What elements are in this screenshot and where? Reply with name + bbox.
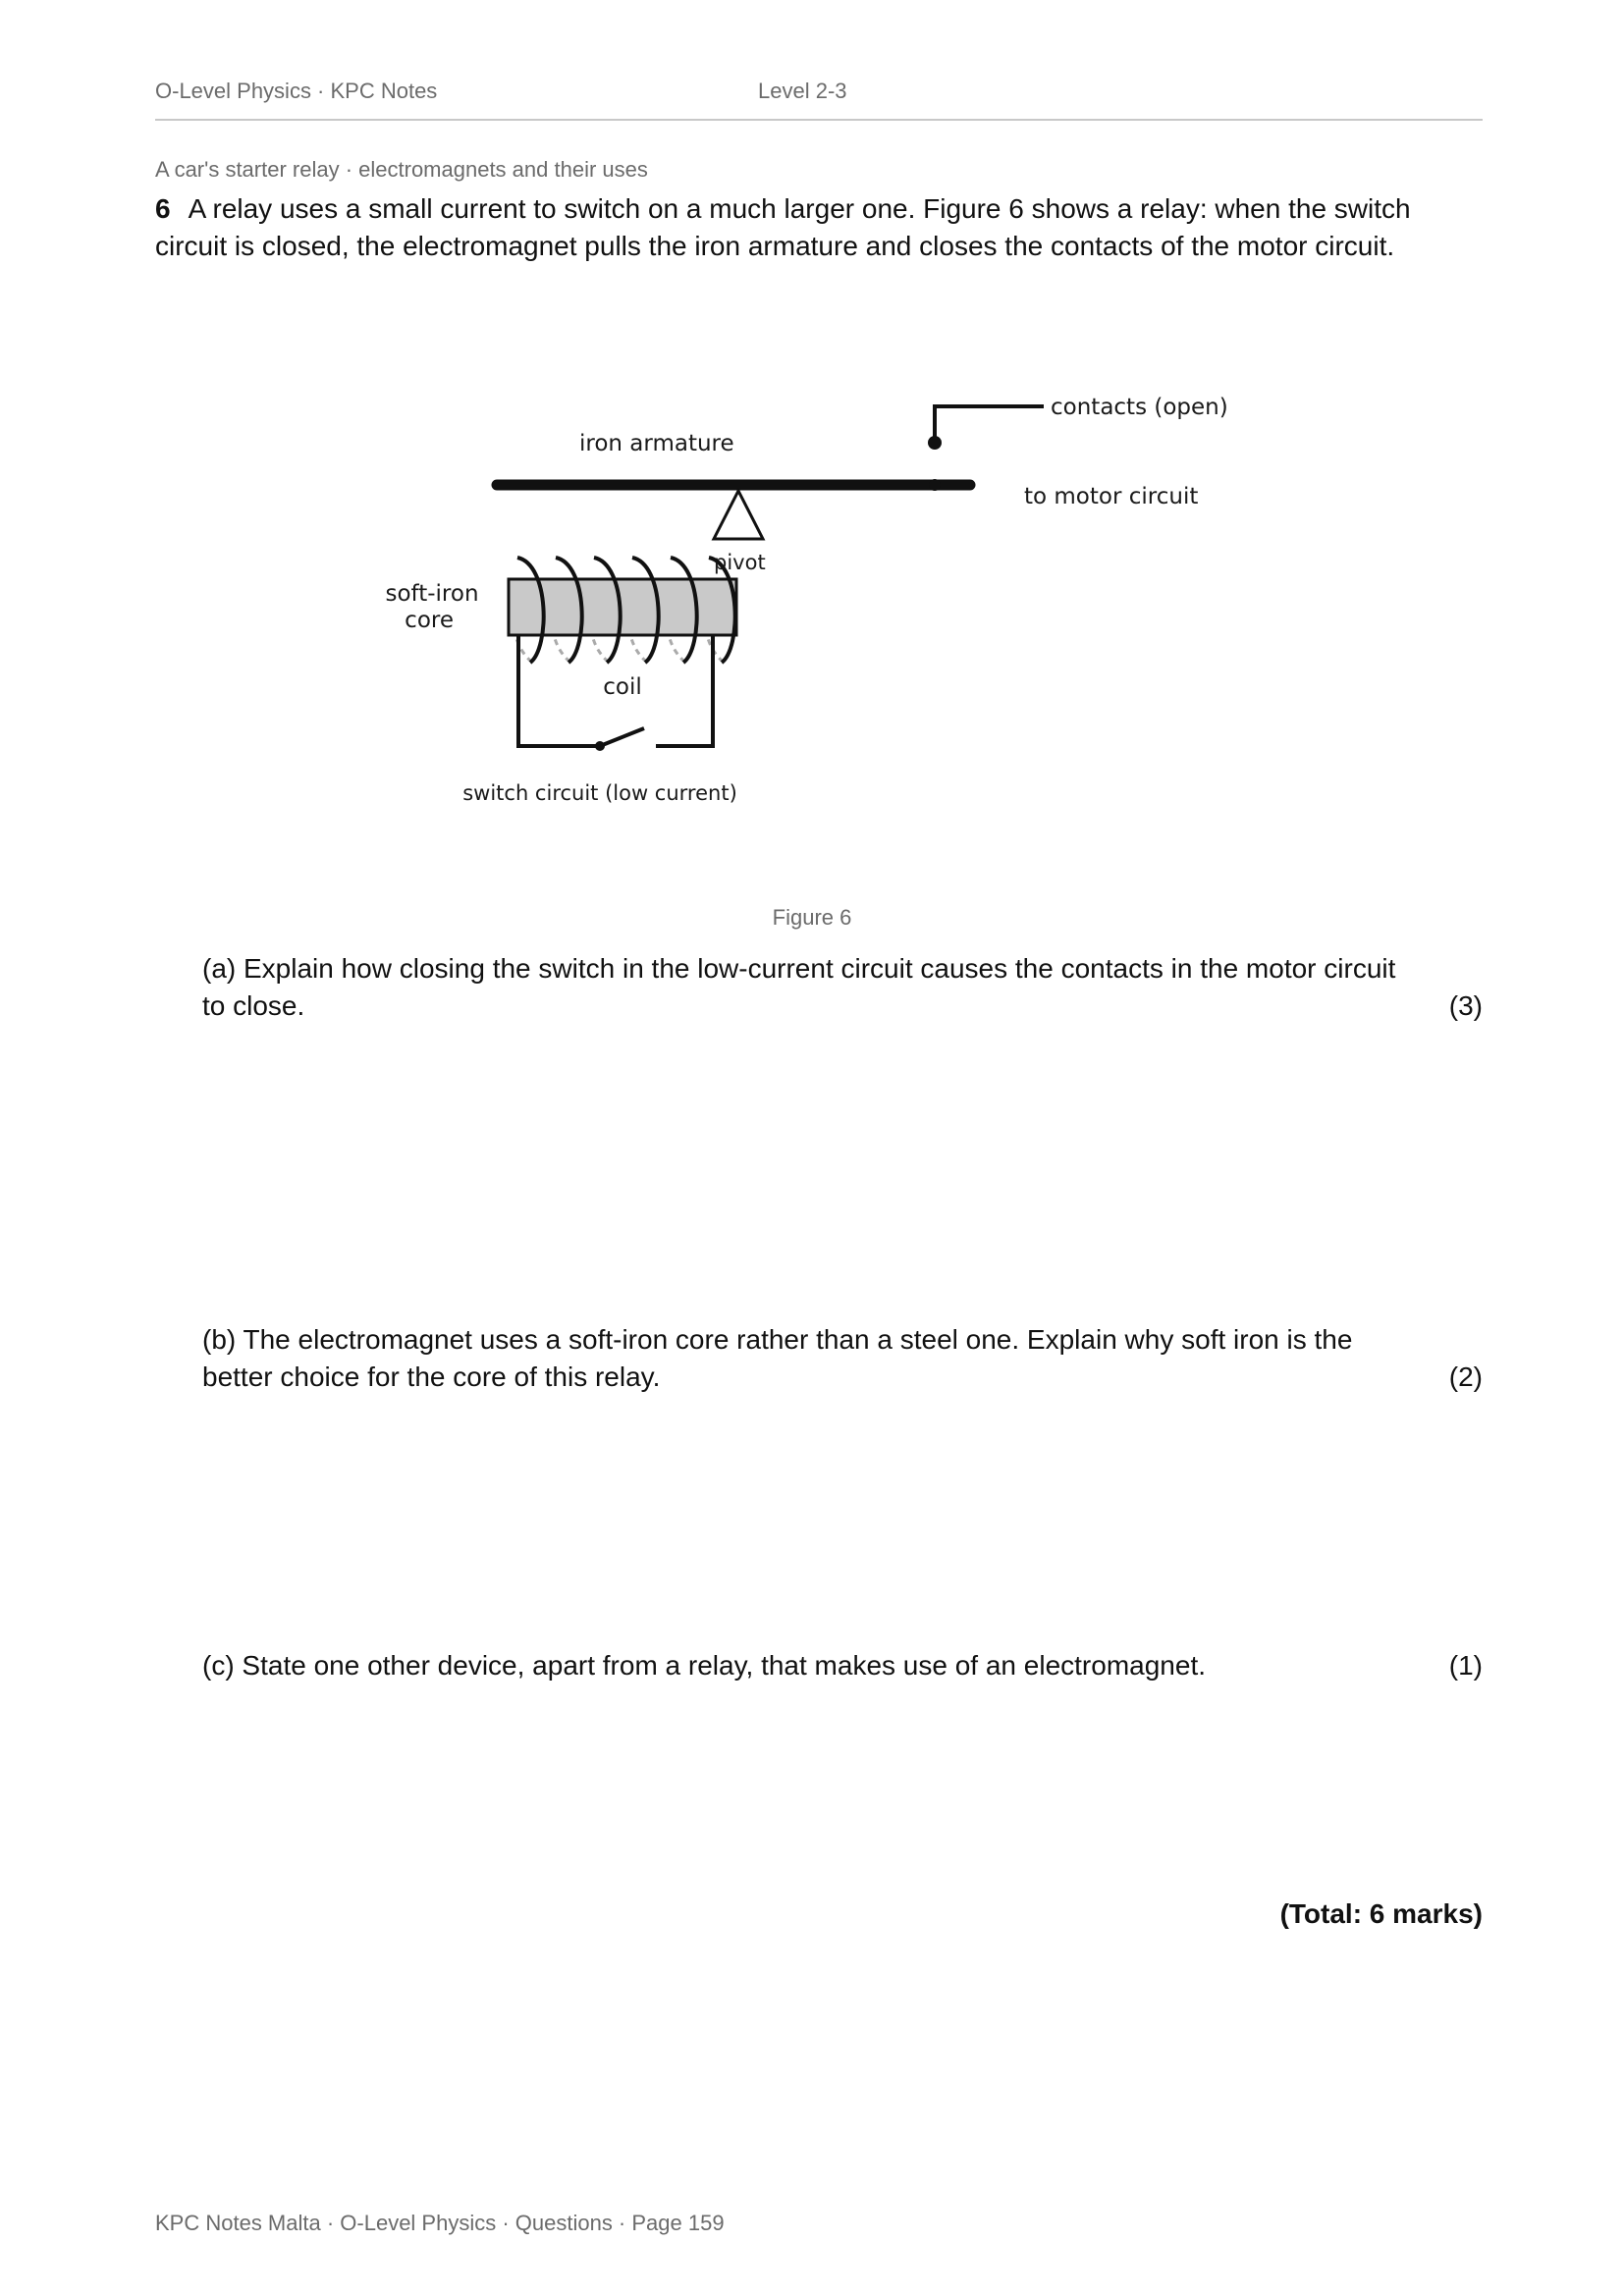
question-number: 6 [155,193,171,224]
part-c-text: (c) State one other device, apart from a relay, that makes use of an electromagnet. [202,1650,1206,1681]
upper-contact [928,406,1044,450]
label-core-line1: soft-iron [385,581,479,607]
label-motor-circuit: to motor circuit [1024,484,1199,509]
part-c-marks: (1) [1448,1650,1483,1681]
question-stem-text: A relay uses a small current to switch on a much larger one. Figure 6 shows a relay: when the switch circuit is closed, the electromagnet pulls the iron armature and closes the contacts of the motor circuit. [155,193,1411,261]
part-a [202,950,1483,1025]
total-marks: (Total: 6 marks) [1279,1898,1483,1929]
part-c [202,1647,1483,1684]
page-footer: KPC Notes Malta · O-Level Physics · Questions · Page 159 [155,2211,725,2235]
switch-pivot-dot [595,741,605,751]
part-a-text: (a) Explain how closing the switch in the low-current circuit causes the contacts in the motor circuit to close. [202,953,1396,1021]
header-level: Level 2-3 [758,79,847,103]
label-pivot: pivot [714,551,766,574]
label-coil: coil [603,674,642,700]
relay-diagram [0,0,1624,883]
part-b-marks: (2) [1448,1362,1483,1392]
label-core-line2: core [405,608,454,633]
part-b-text: (b) The electromagnet uses a soft-iron core rather than a steel one. Explain why soft iron is the better choice for the core of this relay. [202,1324,1353,1392]
label-switch-circuit: switch circuit (low current) [462,781,737,805]
question-subtitle: A car's starter relay · electromagnets and their uses [155,157,648,182]
header-left: O-Level Physics · KPC Notes [155,79,438,103]
pivot-triangle [714,491,763,539]
lower-contact [929,479,941,491]
figure-caption: Figure 6 [772,905,852,930]
part-b [202,1321,1483,1396]
label-contacts: contacts (open) [1051,395,1228,420]
part-a-marks: (3) [1448,990,1483,1021]
label-armature: iron armature [579,431,734,456]
